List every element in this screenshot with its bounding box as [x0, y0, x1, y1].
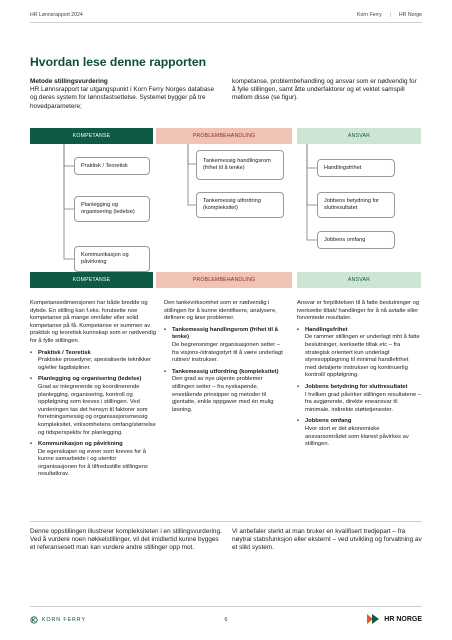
- header-brand: Korn Ferry: [357, 12, 382, 18]
- diagram-box-planlegging: Planlegging og organisering (ledelse): [74, 196, 150, 222]
- item-title: Kommunikasjon og påvirkning: [38, 441, 123, 448]
- item-text: Praktiske prosedyrer, spesialiserte teknikker og/eller fagdisipliner.: [38, 357, 152, 371]
- item-title: Jobbens omfang: [305, 418, 352, 425]
- list-item: [164, 369, 286, 415]
- page-number: 6: [224, 617, 228, 623]
- diagram-box-praktisk: Praktisk / Teoretisk: [74, 157, 150, 175]
- page-title: Hvordan lese denne rapporten: [30, 55, 207, 69]
- item-text: De begrensninger organisasjonen setter – fra visjons-/strategistyrt til å være underlagt rutiner/ instrukser.: [172, 341, 283, 364]
- column-kompetanse: [30, 300, 156, 479]
- ansvar-intro: Ansvar er forpliktelsen til å fatte beslutninger og iverksette tiltak/ handlinger for å nå avtalte eller forventede resultater.: [297, 300, 420, 322]
- column-header-kompetanse: KOMPETANSE: [30, 272, 153, 288]
- diagram-header-ansvar: ANSVAR: [297, 128, 421, 144]
- bottom-right-text: Vi anbefaler sterkt at man bruker en kvalifisert tredjepart – fra nøytral stabsfunksjon eller eksternt – ved utvikling og forvaltning av et slikt system.: [232, 528, 422, 552]
- column-problembehandling: [164, 300, 286, 414]
- diagram-box-kommunikasjon: Kommunikasjon og påvirkning: [74, 246, 150, 272]
- bullet-icon: •: [164, 326, 167, 333]
- bottom-left-text: Denne oppstillingen illustrerer kompleksiteten i en stillingsvurdering. Ved å vurdere noen nøkkelstillinger, vil det imidlertid kunne bygges et referansesett man kan vurdere andre stillinger opp mot.: [30, 528, 222, 552]
- footer-partner: [366, 613, 422, 625]
- column-header-problembehandling: PROBLEMBEHANDLING: [156, 272, 292, 288]
- item-title: Tankemessig utfordring (kompleksitet): [172, 368, 279, 375]
- item-title: Planlegging og organisering (ledelse): [38, 376, 142, 383]
- item-text: De egenskaper og evner som kreves for å kunne samarbeide i og utenfor organisasjonen for å tilfredsstille stillingens resultatkrav.: [38, 448, 148, 478]
- list-item: [297, 327, 421, 380]
- header-separator: |: [389, 12, 391, 18]
- diagram-box-handlingsfrihet: Handlingsfrihet: [317, 159, 395, 177]
- item-text: I hvilken grad påvirker stillingen resultatene – fra avgjørende, direkte eneansvar til minimale, indirekte støttetjenester.: [305, 391, 422, 413]
- item-text: De rammer stillingen er underlagt mht å fatte beslutninger, iverksette tiltak etc – fra strategisk orientert kun underlagt styresoppløgning til minimal handlefrihet med detaljerte instrukser og kontinuerlig kontroll/ oppfølgning.: [305, 334, 420, 379]
- bullet-icon: •: [297, 418, 300, 425]
- list-item: [297, 418, 421, 448]
- kompetanse-intro: Kompetansedimensjonen har både bredde og dybde. En stilling kan f.eks. forutsette noe kompetanse på mange områder eller solid kompetanse på få. Kompetanse er summen av praktisk og teoretisk kunnskap som er nødvendig for å fylle stillingen.: [30, 300, 156, 344]
- list-item: [297, 384, 421, 414]
- bullet-icon: •: [164, 368, 167, 375]
- item-title: Praktisk / Teoretisk: [38, 349, 91, 356]
- header-partner: HR Norge: [398, 12, 422, 18]
- item-text: Hvor stort er det økonomiske ansvarsområdet som klarest påvirkes av stillingen.: [305, 425, 409, 448]
- bullet-icon: •: [30, 349, 33, 356]
- item-title: Tankemessig handlingsrom (frihet til å tenke): [172, 326, 278, 341]
- diagram-box-omfang: Jobbens omfang: [317, 231, 395, 249]
- intro-right-text: kompetanse, problembehandling og ansvar som er nødvendig for å fylle stillingen, samt åtte underfaktorer og et vektet samspill mellom disse (se figur).: [232, 78, 417, 102]
- footer-rule: [30, 606, 422, 607]
- bottom-rule: [30, 521, 422, 522]
- intro-heading: Metode stillingsvurdering: [30, 78, 108, 85]
- item-title: Handlingsfrihet: [305, 326, 348, 333]
- item-text: Grad av integrerende og koordinerende planlegging, organisering, kontroll og oppfølgning som kreves i stillingen. Ved vurderingen tas det hensyn til faktorer som forretningsmessig og organisasjonsmessig kompleksitet, virksomhetens omfang/størrelse og tidsperspektiv for planlegging.: [38, 383, 156, 436]
- page-footer: [30, 612, 422, 628]
- bullet-icon: •: [297, 326, 300, 333]
- list-item: [164, 327, 286, 365]
- footer-brand-text: KORN FERRY: [42, 617, 86, 623]
- column-header-ansvar: ANSVAR: [297, 272, 421, 288]
- problembehandling-intro: Den tankevirksomhet som er nødvendig i stillingen for å kunne identifisere, analysere, definere og løse problemer.: [164, 300, 277, 322]
- hr-norge-logo-icon: [366, 613, 380, 625]
- diagram-box-handlingsrom: Tankemessig handlingsrom (frihet til å tenke): [196, 150, 284, 180]
- diagram-box-utfordring: Tankemessig utfordring (kompleksitet): [196, 192, 284, 218]
- bullet-icon: •: [30, 441, 33, 448]
- list-item: [30, 441, 156, 479]
- diagram-header-problembehandling: PROBLEMBEHANDLING: [156, 128, 292, 144]
- diagram-header-kompetanse: KOMPETANSE: [30, 128, 153, 144]
- item-title: Jobbens betydning for sluttresultatet: [305, 383, 408, 390]
- bullet-icon: •: [30, 376, 33, 383]
- footer-partner-text: HR NORGE: [384, 615, 422, 623]
- list-item: [30, 376, 156, 437]
- bullet-icon: •: [297, 383, 300, 390]
- report-name: HR Lønnsrapport 2024: [30, 12, 83, 18]
- list-item: [30, 350, 156, 373]
- column-ansvar: [297, 300, 421, 449]
- diagram-box-betydning: Jobbens betydning for sluttresultatet: [317, 192, 395, 218]
- item-text: Den grad av nye ukjente problemer stillingen setter – fra nyskapende, enestående prinsipper og metoder til gjentatte, enkle oppgaver med én mulig løsning.: [172, 376, 274, 413]
- intro-left-text: HR Lønnsrapport tar utgangspunkt i Korn Ferry Norges database og deres system for lønnsfastsettelse. Systemet bygger på tre hovedparametere;: [30, 86, 215, 110]
